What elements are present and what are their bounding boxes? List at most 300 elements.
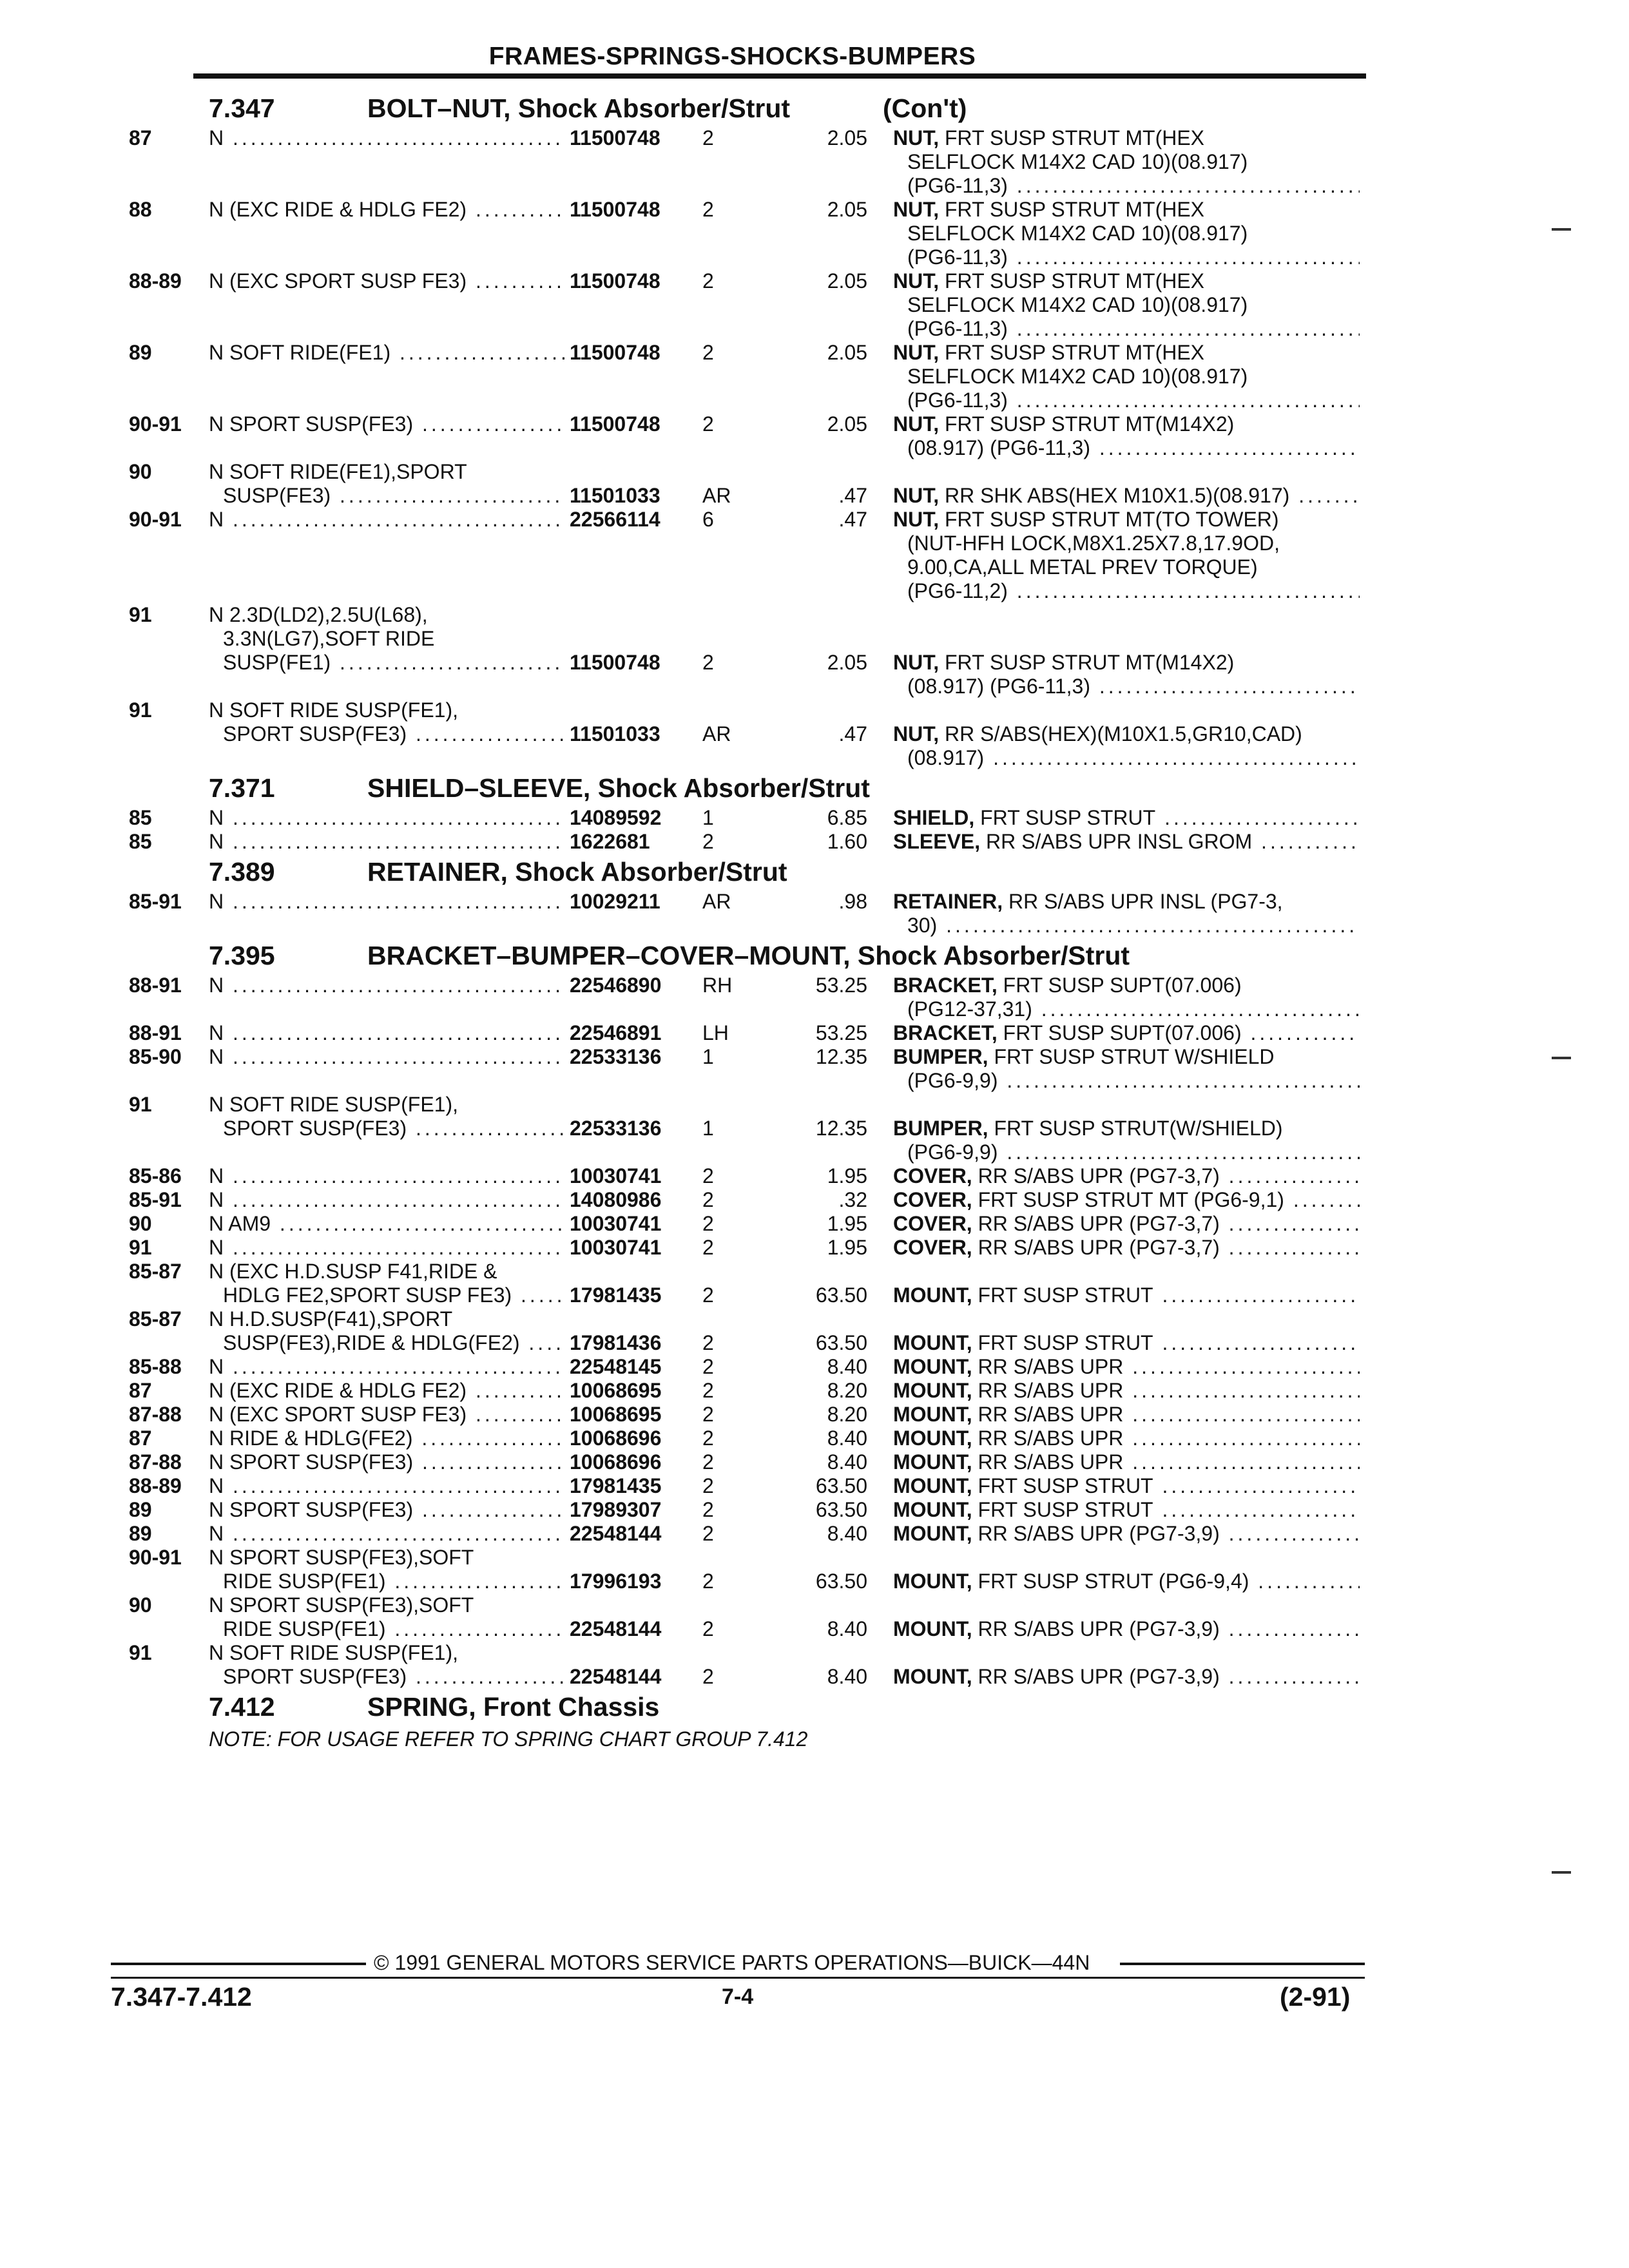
table-row [0,1379,1629,1403]
quantity: 2 [702,1665,714,1688]
table-row [0,269,1629,341]
part-name-line [893,245,1360,269]
quantity: 2 [702,341,714,364]
usage-description [209,508,564,532]
part-number: 22566114 [570,508,660,531]
price: 53.25 [815,1021,867,1044]
usage-line: N ..... [209,1236,564,1260]
margin-mark [1552,1057,1571,1059]
usage-description [209,269,564,293]
part-number: 10029211 [570,890,660,913]
usage-line: HDLG FE2,SPORT SUSP FE3) ..... [209,1283,564,1307]
table-row [0,1403,1629,1427]
usage-line: N RIDE & HDLG(FE2) ..... [209,1427,564,1450]
quantity: 1 [702,1045,714,1068]
part-name: NUT, [893,651,940,674]
usage-line: N SPORT SUSP(FE3),SOFT [209,1546,474,1569]
section-7-395 [0,937,1629,1689]
model-years: 85 [129,830,152,853]
table-row [0,1498,1629,1522]
part-name-line [893,1164,1360,1188]
part-name-line [893,269,1360,293]
model-years: 90-91 [129,1546,182,1569]
quantity: 2 [702,198,714,221]
note-text: NOTE: FOR USAGE REFER TO SPRING CHART GROUP 7.412 [209,1727,808,1751]
section-number: 7.395 [209,941,275,970]
part-spec: (PG6-11,3) [907,317,1008,340]
table-row [0,1236,1629,1260]
model-years: 85-88 [129,1355,182,1378]
table-row [0,1021,1629,1045]
part-spec: (08.917) [907,746,985,769]
usage-description [209,1403,564,1427]
part-name-line [893,1474,1360,1498]
part-name: COVER, [893,1212,972,1235]
part-name-line [893,914,1360,937]
part-spec: (08.917) (PG6-11,3) [907,436,1090,459]
price: 8.40 [827,1355,867,1378]
part-spec: RR SHK ABS(HEX M10X1.5)(08.917) [945,484,1290,507]
quantity: 2 [702,1427,714,1450]
table-row [0,126,1629,198]
footer-rule-right [1120,1963,1365,1965]
part-number: 22533136 [570,1117,662,1140]
usage-line: SUSP(FE1) ..... [209,651,564,675]
part-name-line [893,722,1360,746]
price: .98 [838,890,867,913]
part-name-description [893,269,1360,341]
usage-line: N ..... [209,508,564,532]
price: 63.50 [815,1331,867,1354]
quantity: 2 [702,1212,714,1235]
usage-description [209,1188,564,1212]
price: 6.85 [827,806,867,829]
table-row [0,1188,1629,1212]
table-row [0,1427,1629,1450]
part-name-line [893,1522,1360,1546]
price: .32 [838,1188,867,1211]
table-row [0,1450,1629,1474]
usage-line: N ..... [209,1474,564,1498]
part-name-line [893,1236,1360,1260]
margin-mark [1552,228,1571,231]
usage-description [209,806,564,830]
price: 2.05 [827,412,867,436]
quantity: 2 [702,651,714,674]
quantity: 2 [702,1570,714,1593]
usage-description [209,1546,564,1593]
part-name-line [893,1140,1360,1164]
part-name-line [893,1617,1360,1641]
table-row [0,890,1629,937]
part-name-description [893,1212,1360,1236]
part-spec: RR S/ABS UPR [978,1450,1124,1474]
part-spec: RR S/ABS UPR (PG7-3,9) [978,1665,1220,1688]
quantity: 2 [702,1283,714,1307]
part-name: SHIELD, [893,806,975,829]
part-name-description [893,830,1360,854]
usage-line: N ..... [209,1021,564,1045]
part-spec: FRT SUSP STRUT [978,1474,1153,1497]
part-name: MOUNT, [893,1474,972,1497]
quantity: 2 [702,269,714,293]
usage-description [209,1307,564,1355]
model-years: 91 [129,1641,152,1664]
usage-line: N (EXC H.D.SUSP F41,RIDE & [209,1260,497,1283]
model-years: 89 [129,341,152,364]
part-name-line [893,806,1360,830]
part-number: 22533136 [570,1045,662,1068]
part-name-line [893,365,1360,389]
part-spec: FRT SUSP STRUT MT(HEX [945,269,1205,293]
section-title: SHIELD–SLEEVE, Shock Absorber/Strut [367,773,870,803]
section-7-371 [0,770,1629,854]
part-number: 14089592 [570,806,662,829]
usage-description [209,603,564,675]
footer-rule-full [111,1977,1365,1979]
usage-line: N (EXC RIDE & HDLG FE2) ..... [209,198,564,222]
part-number: 22546891 [570,1021,662,1044]
part-name-line [893,651,1360,675]
part-name: MOUNT, [893,1379,972,1402]
section-title: RETAINER, Shock Absorber/Strut [367,857,787,887]
part-spec: RR S/ABS UPR [978,1427,1124,1450]
part-name-line [893,1427,1360,1450]
usage-line: N SPORT SUSP(FE3) ..... [209,1498,564,1522]
continued-label: (Con't) [883,93,967,123]
part-name-description [893,806,1360,830]
part-name: BRACKET, [893,1021,998,1044]
usage-line: N H.D.SUSP(F41),SPORT [209,1307,453,1331]
part-name-line [893,997,1360,1021]
part-number: 11501033 [570,722,660,745]
usage-line: N AM9 ..... [209,1212,564,1236]
quantity: 2 [702,830,714,853]
quantity: 2 [702,1188,714,1211]
quantity: AR [702,890,731,913]
usage-line: N (EXC RIDE & HDLG FE2) ..... [209,1379,564,1403]
margin-mark [1552,1871,1571,1874]
table-row [0,698,1629,770]
part-name: MOUNT, [893,1617,972,1640]
table-row [0,508,1629,603]
usage-description [209,1379,564,1403]
quantity: 6 [702,508,714,531]
part-name-description [893,974,1360,1021]
model-years: 85 [129,806,152,829]
price: 8.40 [827,1427,867,1450]
price: 8.40 [827,1617,867,1640]
part-spec: FRT SUSP STRUT MT(M14X2) [945,412,1235,436]
model-years: 87 [129,126,152,149]
part-name: NUT, [893,198,940,221]
usage-description [209,1093,564,1140]
usage-line: N ..... [209,1045,564,1069]
part-name: SLEEVE, [893,830,981,853]
part-name-line [893,126,1360,150]
table-row [0,1093,1629,1164]
usage-line: RIDE SUSP(FE1) ..... [209,1617,564,1641]
part-name: RETAINER, [893,890,1003,913]
part-spec: FRT SUSP STRUT [980,806,1156,829]
section-heading [0,854,1629,890]
table-row [0,1546,1629,1593]
usage-line: SUSP(FE3) ..... [209,484,564,508]
price: 8.40 [827,1450,867,1474]
usage-description [209,1522,564,1546]
part-spec: RR S/ABS(HEX)(M10X1.5,GR10,CAD) [945,722,1302,745]
part-name-line [893,1355,1360,1379]
part-name-description [893,1164,1360,1188]
price: 2.05 [827,269,867,293]
section-7-412 [0,1689,1629,1753]
usage-note [0,1725,1629,1753]
section-number: 7.389 [209,857,275,887]
part-spec: RR S/ABS UPR [978,1379,1124,1402]
part-number: 17981436 [570,1331,662,1354]
part-name-line [893,579,1360,603]
quantity: 2 [702,1379,714,1402]
part-name: MOUNT, [893,1522,972,1545]
part-name-line [893,1379,1360,1403]
quantity: 2 [702,1236,714,1259]
footer-copyright: © 1991 GENERAL MOTORS SERVICE PARTS OPERATIONS—BUICK—44N [374,1951,1090,1974]
part-spec: SELFLOCK M14X2 CAD 10)(08.917) [907,365,1248,388]
part-spec: FRT SUSP STRUT [978,1283,1153,1307]
table-row [0,198,1629,269]
table-row [0,341,1629,412]
part-number: 22548144 [570,1617,662,1640]
usage-line: N SOFT RIDE(FE1),SPORT [209,460,467,483]
quantity: 2 [702,1403,714,1426]
model-years: 90 [129,1212,152,1235]
part-name-line [893,1212,1360,1236]
part-name-description [893,1498,1360,1522]
model-years: 87-88 [129,1450,182,1474]
model-years: 91 [129,603,152,626]
price: 63.50 [815,1498,867,1521]
usage-description [209,1450,564,1474]
price: 2.05 [827,341,867,364]
part-name-line [893,1665,1360,1689]
usage-line: N SPORT SUSP(FE3) ..... [209,412,564,436]
section-heading [0,770,1629,806]
section-title: BRACKET–BUMPER–COVER–MOUNT, Shock Absorber/Strut [367,941,1130,970]
part-number: 11500748 [570,651,660,674]
part-number: 17996193 [570,1570,662,1593]
part-number: 10030741 [570,1236,662,1259]
part-spec: FRT SUSP STRUT W/SHIELD [994,1045,1275,1068]
part-name-description [893,1450,1360,1474]
quantity: 1 [702,806,714,829]
model-years: 90-91 [129,412,182,436]
model-years: 91 [129,698,152,722]
usage-line: N SOFT RIDE SUSP(FE1), [209,1093,459,1116]
section-heading [0,937,1629,974]
part-number: 22546890 [570,974,662,997]
usage-description [209,341,564,365]
usage-line: 3.3N(LG7),SOFT RIDE [223,627,435,650]
part-spec: FRT SUSP STRUT MT(HEX [945,126,1205,149]
usage-line: N ..... [209,806,564,830]
price: 8.20 [827,1403,867,1426]
part-name: NUT, [893,341,940,364]
part-number: 10068696 [570,1427,662,1450]
part-name-line [893,389,1360,412]
part-spec: RR S/ABS UPR INSL (PG7-3, [1008,890,1283,913]
part-spec: RR S/ABS UPR (PG7-3,7) [978,1164,1220,1187]
part-spec: RR S/ABS UPR (PG7-3,9) [978,1617,1220,1640]
price: 1.95 [827,1164,867,1187]
table-row [0,806,1629,830]
part-number: 10068696 [570,1450,662,1474]
part-name-description [893,1665,1360,1689]
quantity: 2 [702,126,714,149]
part-name-line [893,1570,1360,1593]
usage-description [209,198,564,222]
part-spec: (PG12-37,31) [907,997,1032,1021]
usage-line: SPORT SUSP(FE3) ..... [209,1117,564,1140]
quantity: 2 [702,1450,714,1474]
quantity: 2 [702,1474,714,1497]
model-years: 88-91 [129,974,182,997]
quantity: 2 [702,1331,714,1354]
price: 2.05 [827,198,867,221]
table-row [0,974,1629,1021]
table-row [0,1522,1629,1546]
part-name-line [893,1069,1360,1093]
part-name-line [893,293,1360,317]
part-number: 17981435 [570,1283,662,1307]
part-name-line [893,317,1360,341]
part-name-line [893,436,1360,460]
table-row [0,603,1629,698]
model-years: 87 [129,1379,152,1402]
part-name: NUT, [893,126,940,149]
usage-line: N ..... [209,1164,564,1188]
model-years: 88 [129,198,152,221]
model-years: 85-91 [129,890,182,913]
part-name: COVER, [893,1236,972,1259]
part-name: NUT, [893,269,940,293]
part-number: 17989307 [570,1498,662,1521]
model-years: 89 [129,1522,152,1545]
price: 8.40 [827,1665,867,1688]
part-spec: FRT SUSP SUPT(07.006) [1003,1021,1242,1044]
part-number: 11500748 [570,269,660,293]
part-name-line [893,1403,1360,1427]
part-spec: RR S/ABS UPR [978,1403,1124,1426]
part-name-line [893,555,1360,579]
usage-line: N ..... [209,1522,564,1546]
usage-line: N 2.3D(LD2),2.5U(L68), [209,603,428,626]
usage-description [209,1474,564,1498]
model-years: 87 [129,1427,152,1450]
footer-rule-left [111,1963,366,1965]
part-name: NUT, [893,508,940,531]
part-name: MOUNT, [893,1355,972,1378]
part-spec: RR S/ABS UPR (PG7-3,7) [978,1212,1220,1235]
part-spec: (PG6-11,2) [907,579,1008,602]
price: 8.40 [827,1522,867,1545]
part-name: NUT, [893,484,940,507]
usage-line: SPORT SUSP(FE3) ..... [209,722,564,746]
usage-line: RIDE SUSP(FE1) ..... [209,1570,564,1593]
part-spec: (PG6-9,9) [907,1140,998,1164]
section-number: 7.412 [209,1692,275,1722]
part-name-description [893,1617,1360,1641]
part-name: NUT, [893,412,940,436]
part-name-line [893,1498,1360,1522]
part-number: 11500748 [570,126,660,149]
usage-description [209,1164,564,1188]
catalog-content [0,90,1629,1753]
price: 12.35 [815,1117,867,1140]
model-years: 91 [129,1093,152,1116]
part-name-description [893,484,1360,508]
quantity: 2 [702,1617,714,1640]
part-name: COVER, [893,1188,972,1211]
part-name-line [893,1283,1360,1307]
part-name-line [893,198,1360,222]
part-name-line [893,1188,1360,1212]
part-number: 11500748 [570,341,660,364]
usage-description [209,1045,564,1069]
quantity: 2 [702,1164,714,1187]
usage-description [209,1021,564,1045]
part-name: MOUNT, [893,1498,972,1521]
part-name-description [893,1570,1360,1593]
price: 8.20 [827,1379,867,1402]
price: .47 [838,508,867,531]
part-name: MOUNT, [893,1665,972,1688]
part-name-line [893,1450,1360,1474]
part-name-description [893,1331,1360,1355]
usage-line: N ..... [209,890,564,914]
part-name: MOUNT, [893,1570,972,1593]
usage-line: SPORT SUSP(FE3) ..... [209,1665,564,1689]
part-spec: FRT SUSP SUPT(07.006) [1003,974,1242,997]
part-name-line [893,1021,1360,1045]
part-spec: 9.00,CA,ALL METAL PREV TORQUE) [907,555,1258,579]
title-rule [193,73,1366,79]
model-years: 90 [129,1593,152,1617]
part-name-line [893,675,1360,698]
table-row [0,460,1629,508]
part-name-description [893,1283,1360,1307]
part-name-line [893,222,1360,245]
section-number: 7.347 [209,93,275,123]
price: .47 [838,484,867,507]
usage-description [209,1641,564,1689]
section-heading [0,90,1629,126]
model-years: 91 [129,1236,152,1259]
table-row [0,1307,1629,1355]
footer-page-number: 7-4 [722,1984,754,2009]
model-years: 85-87 [129,1260,182,1283]
table-row [0,1045,1629,1093]
model-years: 85-87 [129,1307,182,1331]
part-name: MOUNT, [893,1283,972,1307]
section-number: 7.371 [209,773,275,803]
part-spec: FRT SUSP STRUT (PG6-9,4) [978,1570,1249,1593]
part-number: 10030741 [570,1212,662,1235]
part-name: BRACKET, [893,974,998,997]
part-name-description [893,126,1360,198]
part-name: BUMPER, [893,1117,988,1140]
section-7-347 [0,90,1629,770]
part-name-line [893,412,1360,436]
